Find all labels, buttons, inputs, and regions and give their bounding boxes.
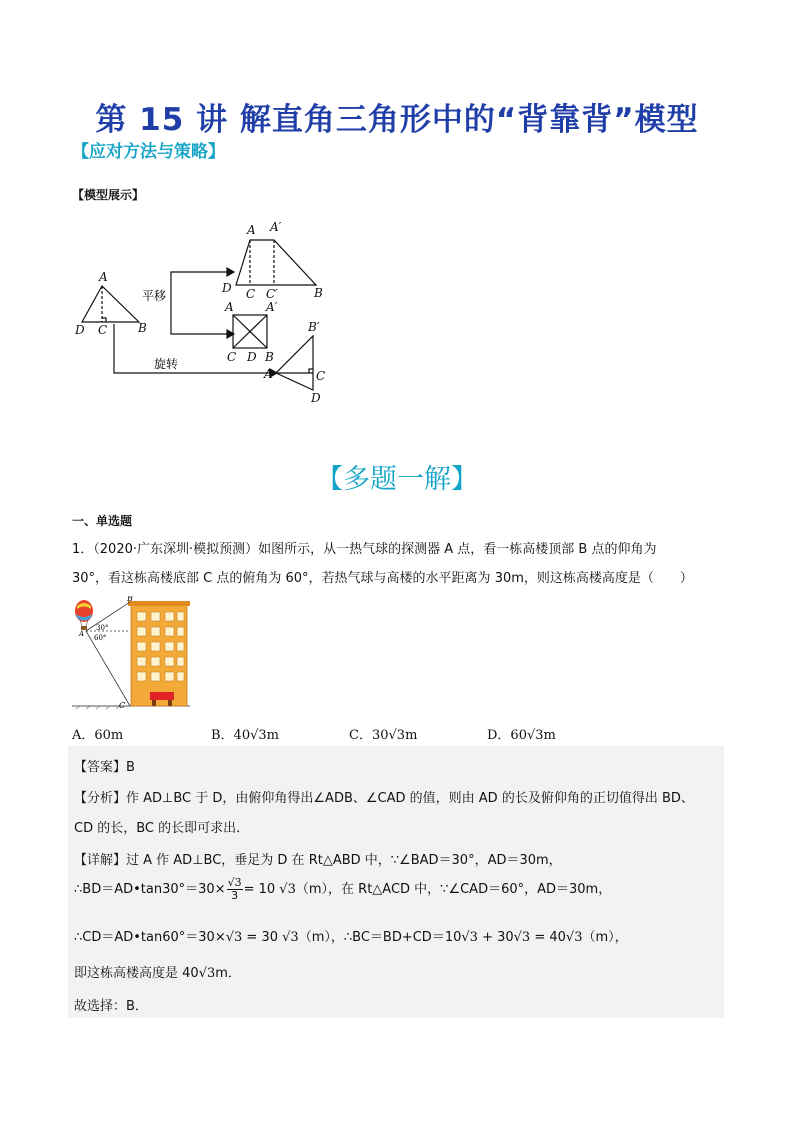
label-a: A — [99, 270, 108, 284]
strategy-heading: 【应对方法与策略】 — [72, 142, 225, 162]
label-b-sq: B — [265, 350, 274, 364]
option-a: A．60m — [72, 728, 124, 743]
fig-angle-30: 30° — [96, 624, 109, 632]
answer-line: 【答案】B — [74, 760, 135, 775]
label-d-trap: D — [222, 281, 232, 295]
label-a-sq: A — [225, 300, 234, 314]
detail-line-2: ∴BD＝AD•tan30°＝30× $\frac{√3}{3}$ = 10 √3（m），在 Rt△ACD 中，∵∠CAD＝60°，AD＝30m， — [74, 876, 612, 902]
model-diagram — [70, 210, 350, 410]
label-ap-trap: A′ — [270, 220, 282, 234]
label-ap-sq: A′ — [266, 300, 278, 314]
fig-label-b: B — [127, 596, 133, 603]
question-line-2: 30°，看这栋高楼底部 C 点的俯角为 60°，若热气球与高楼的水平距离为 30m，则这栋高楼高度是（ ） — [72, 571, 693, 586]
question-line-1: 1．（2020·广东深圳·模拟预测）如图所示，从一热气球的探测器 A 点，看一栋高楼顶部 B 点的仰角为 — [72, 542, 657, 557]
label-d-sq: D — [247, 350, 257, 364]
option-b: B．40√3m — [211, 728, 279, 743]
fig-label-c: C — [119, 701, 126, 710]
balloon — [75, 600, 93, 630]
option-d: D．60√3m — [487, 728, 556, 743]
label-a-trap: A — [247, 223, 256, 237]
section-heading: 一、单选题 — [72, 514, 133, 528]
trapezoid — [236, 240, 316, 285]
label-b-trap: B — [314, 286, 323, 300]
translate-arrow-path — [171, 272, 227, 318]
page-title: 第 15 讲 解直角三角形中的“背靠背”模型 — [95, 102, 699, 138]
rotate-label: 旋转 — [154, 357, 179, 371]
label-bp-rot: B′ — [308, 320, 320, 334]
question-figure — [72, 596, 192, 712]
model-label: 【模型展示】 — [72, 188, 145, 202]
analysis-line-2: CD 的长，BC 的长即可求出． — [74, 821, 250, 836]
label-d-rot: D — [311, 391, 321, 405]
label-a-rot: A — [264, 367, 273, 381]
fig-angle-60: 60° — [94, 634, 107, 642]
option-c: C．30√3m — [349, 728, 418, 743]
detail-line-1: 【详解】过 A 作 AD⊥BC，垂足为 D 在 Rt△ABD 中，∵∠BAD＝30°，AD＝30m， — [74, 853, 562, 868]
base-triangle — [82, 286, 139, 322]
translate-label: 平移 — [142, 289, 167, 303]
detail-line-3: ∴CD＝AD•tan60°＝30×√3 = 30 √3（m），∴BC＝BD+CD＝10√3 + 30√3 = 40√3（m）， — [74, 930, 628, 945]
conclusion-line: 即这栋高楼高度是 40√3m． — [74, 966, 241, 981]
final-line: 故选择：B． — [74, 999, 148, 1014]
building-entrance — [150, 692, 174, 700]
label-b: B — [138, 321, 147, 335]
analysis-line-1: 【分析】作 AD⊥BC 于 D，由俯仰角得出∠ADB、∠CAD 的值，则由 AD 的长及俯仰角的正切值得出 BD、 — [74, 791, 694, 806]
multi-heading: 【多题一解】 — [316, 464, 478, 495]
label-c: C — [98, 323, 108, 337]
rotated-triangle — [276, 336, 313, 390]
label-c-sq: C — [227, 350, 237, 364]
label-d: D — [75, 323, 85, 337]
label-c-trap: C — [246, 287, 256, 301]
fig-label-a: A — [79, 630, 85, 638]
fraction-sqrt3-over-3: $\frac{√3}{3}$ — [227, 876, 242, 902]
label-cp-trap: C′ — [266, 287, 278, 301]
label-c-rot: C — [316, 369, 326, 383]
